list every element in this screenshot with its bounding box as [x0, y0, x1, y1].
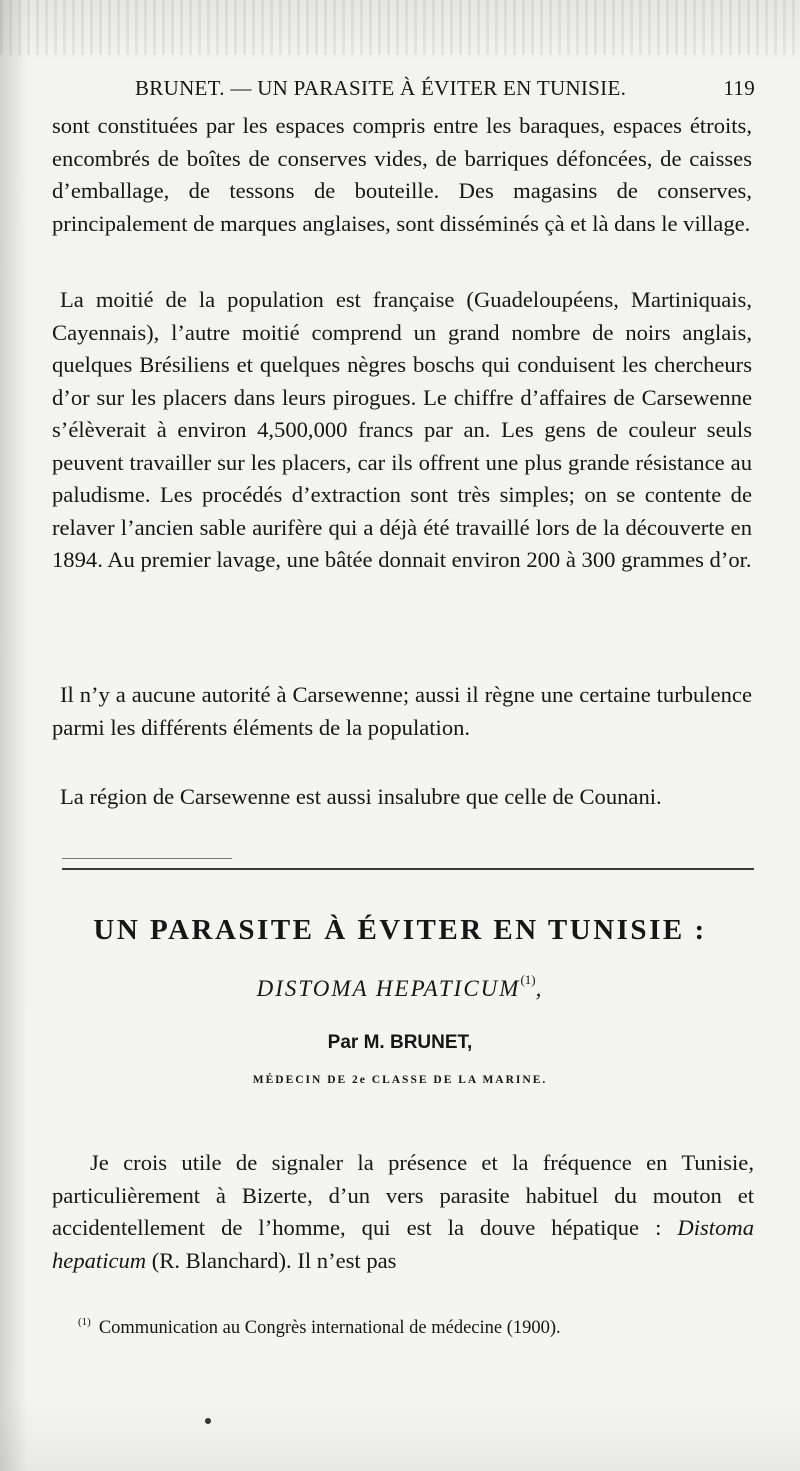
paragraph-intro	[52, 1147, 754, 1277]
article-title: UN PARASITE À ÉVITER EN TUNISIE :	[93, 914, 707, 946]
intro-species-name: Distoma hepaticum	[52, 1215, 754, 1273]
intro-text: Je crois utile de signaler la présence et la fréquence en Tunisie, particulièrement à Bizerte, d’un vers parasite habituel du mouton et accidentellement de l’homme, qui est la douve hépatique :	[52, 1150, 754, 1240]
paragraph-population: La moitié de la population est française (Guadeloupéens, Martiniquais, Cayennais), l’autre moitié comprend un grand nombre de noirs anglais, quelques Brésiliens et quelques nègres boschs qui conduisent les chercheurs d’or sur les placers dans leurs pirogues. Le chiffre d’affaires de Carsewenne s’élèverait à environ 4,500,000 francs par an. Les gens de couleur seuls peuvent travailler sur les placers, car ils offrent une plus grande résistance au paludisme. Les procédés d’extraction sont très simples; on se contente de relaver l’ancien sable aurifère qui a déjà été travaillé lors de la découverte en 1894. Au premier lavage, une bâtée donnait environ 200 à 300 grammes d’or.	[52, 287, 752, 572]
footnote	[78, 1316, 758, 1339]
scan-edge-noise	[0, 0, 800, 55]
binding-shadow	[0, 0, 28, 1471]
paragraph-continued: sont constituées par les espaces compris entre les baraques, espaces étroits, encombrés de boîtes de conserves vides, de barriques défoncées, de caisses d’emballage, de tessons de bouteille. Des magasins de conserves, principalement de marques anglaises, sont disséminés çà et là dans le village.	[52, 113, 752, 236]
page-number: 119	[723, 75, 755, 100]
ink-speck	[205, 1418, 211, 1424]
paragraph-region: La région de Carsewenne est aussi insalubre que celle de Counani.	[60, 784, 662, 809]
subtitle-trailing: ,	[535, 976, 544, 1001]
footnote-marker: (1)	[78, 1316, 91, 1328]
subtitle-footnote-marker: (1)	[520, 972, 536, 987]
intro-text-end: (R. Blanchard). Il n’est pas	[146, 1247, 397, 1273]
paragraph-authority: Il n’y a aucune autorité à Carsewenne; aussi il règne une certaine turbulence parmi les différents éléments de la population.	[52, 682, 752, 740]
running-header	[135, 70, 755, 106]
author-line: Par M. BRUNET,	[327, 1032, 473, 1053]
author-title: MÉDECIN DE 2e CLASSE DE LA MARINE.	[252, 1074, 548, 1086]
section-divider	[62, 868, 754, 870]
subtitle-text: DISTOMA HEPATICUM	[256, 976, 521, 1001]
running-title: BRUNET. — UN PARASITE À ÉVITER EN TUNISIE.	[135, 75, 627, 100]
section-divider-thin	[62, 858, 232, 859]
footnote-text: Communication au Congrès international de médecine (1900).	[98, 1318, 561, 1338]
article-subtitle	[0, 972, 800, 1002]
